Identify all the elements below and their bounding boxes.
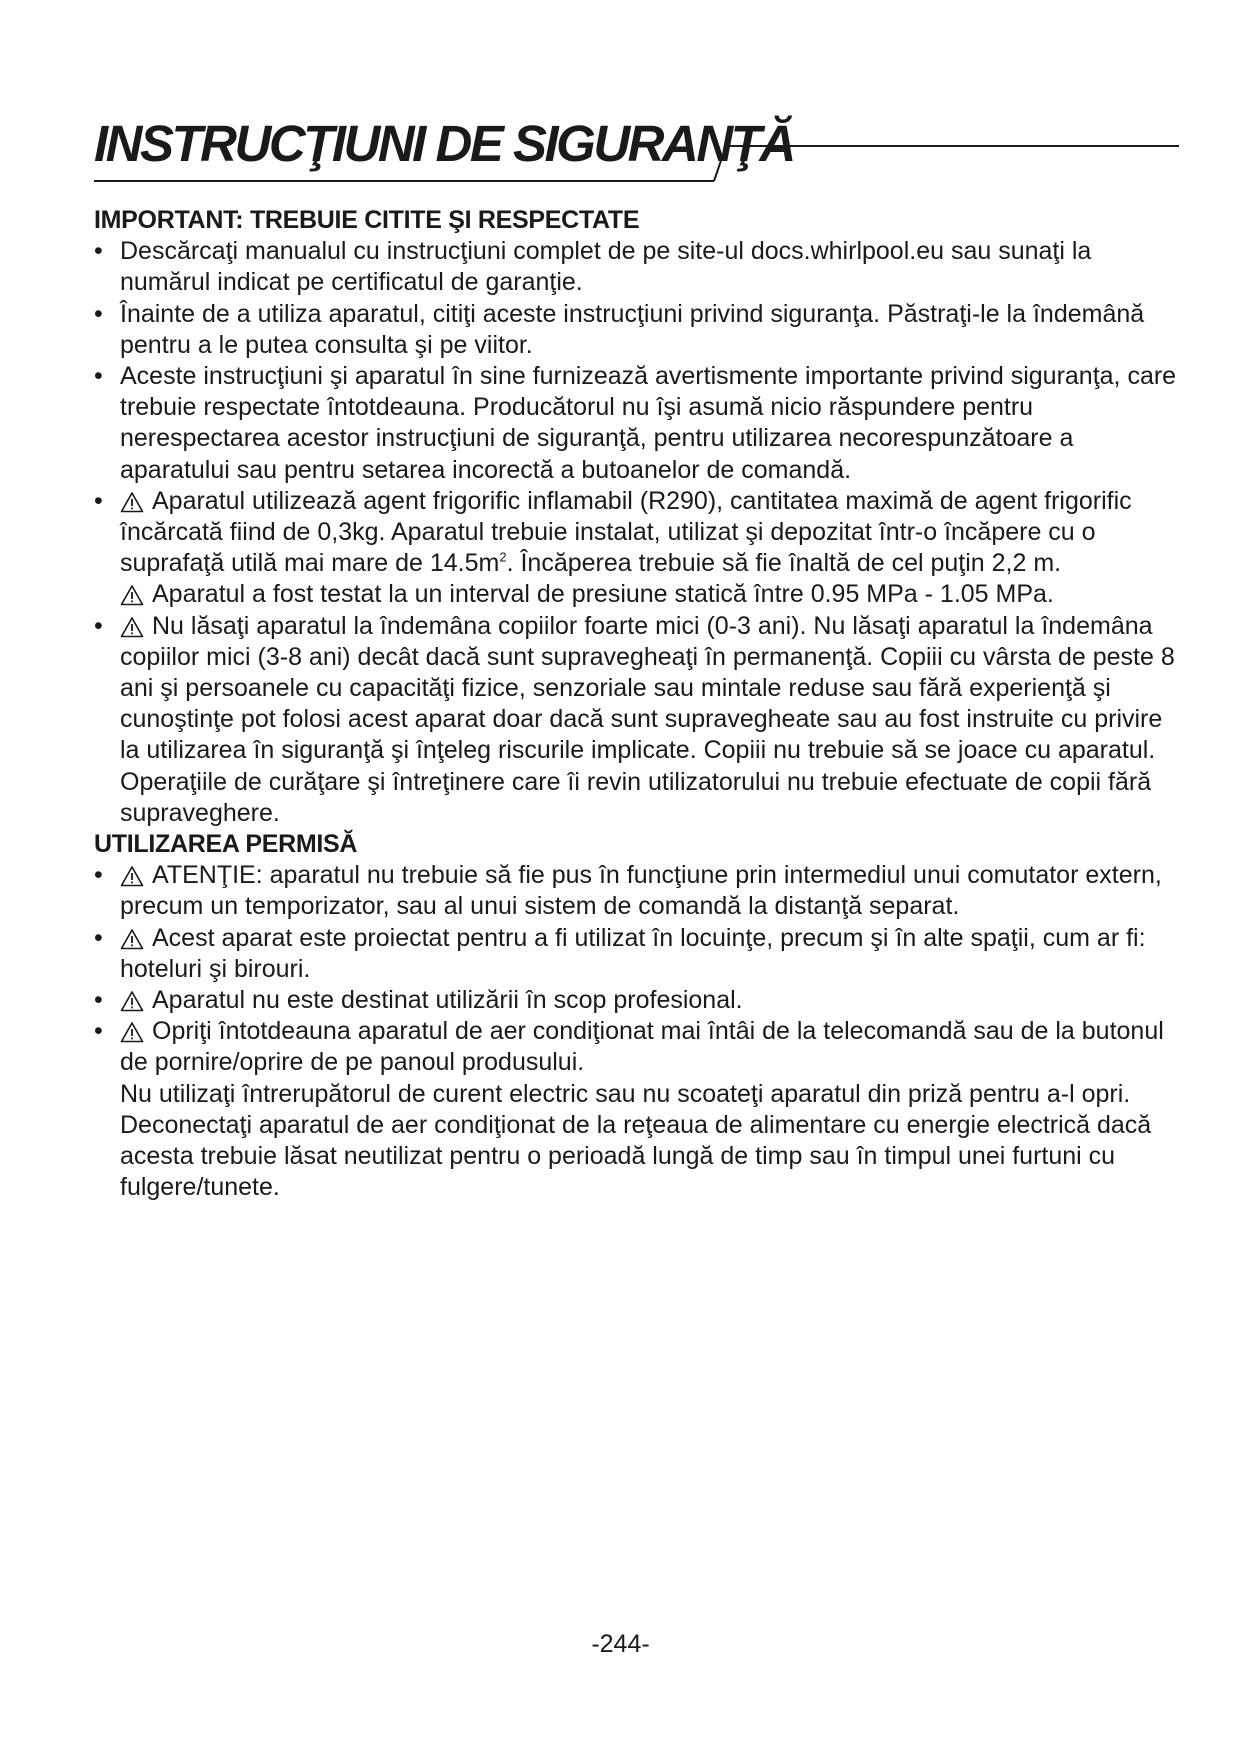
list-item xyxy=(94,1016,1184,1078)
warning-icon xyxy=(120,990,144,1012)
warning-icon xyxy=(120,616,144,638)
warning-note-text: Aparatul a fost testat la un interval de presiune statică între 0.95 MPa - 1.05 MPa. xyxy=(152,580,1054,609)
list-item xyxy=(94,486,1184,580)
section-heading-important: IMPORTANT: TREBUIE CITITE ŞI RESPECTATE xyxy=(94,206,640,234)
list-item-text: Aceste instrucţiuni şi aparatul în sine furnizează avertismente importante privind siguranţa, care trebuie respectate întotdeauna. Producătorul nu îşi asumă nicio răspundere pentru nerespectarea acestor instrucţiuni de siguranţă, pentru utilizarea necorespunzătoare a aparatului sau pentru setarea incorectă a butoanelor de comandă. xyxy=(120,362,1177,484)
list-item-text: ATENŢIE: aparatul nu trebuie să fie pus în funcţiune prin intermediul unui comutator extern, precum un temporizator, sau al unui sistem de comandă la distanţă separat. xyxy=(120,861,1162,921)
bullet: • xyxy=(94,923,103,952)
warning-icon xyxy=(120,491,144,513)
bullet: • xyxy=(94,1017,103,1046)
bullet: • xyxy=(94,237,103,266)
bullet: • xyxy=(94,861,103,890)
bullet: • xyxy=(94,486,103,515)
list-item xyxy=(94,361,1184,486)
document-body xyxy=(94,205,1184,1204)
list-item xyxy=(94,860,1184,922)
list-item-text: Înainte de a utiliza aparatul, citiţi aceste instrucţiuni privind siguranţa. Păstraţi-le la îndemână pentru a le putea consulta şi pe viitor. xyxy=(120,299,1145,359)
bullet: • xyxy=(94,611,103,640)
list-item-text: Descărcaţi manualul cu instrucţiuni complet de pe site-ul docs.whirlpool.eu sau sunaţi la numărul indicat pe certificatul de garanţie. xyxy=(120,237,1092,297)
continuation-paragraph: Nu utilizaţi întrerupătorul de curent electric sau nu scoateţi aparatul din priză pentru a-l opri. Deconectaţi aparatul de aer condiţionat de la reţeaua de alimentare cu energie electrică dacă acesta trebuie lăsat neutilizat pentru o perioadă lungă de timp sau în timpul unei furtuni cu fulgere/tunete. xyxy=(120,1079,1152,1202)
list-item-text: Nu lăsaţi aparatul la îndemâna copiilor foarte mici (0-3 ani). Nu lăsaţi aparatul la îndemâna copiilor mici (3-8 ani) decât dacă sunt supravegheaţi în permanenţă. Copiii cu vârsta de peste 8 ani şi persoanele cu capacităţi fizice, senzoriale sau mintale reduse sau fără experienţă şi cunoştinţe pot folosi acest aparat doar dacă sunt supravegheate sau au fost instruite cu privire la utilizarea în siguranţă şi înţeleg riscurile implicate. Copiii nu trebuie să se joace cu aparatul. Operaţiile de curăţare şi întreţinere care îi revin utilizatorului nu trebuie efectuate de copii fără supraveghere. xyxy=(120,611,1175,827)
page-number: -244- xyxy=(591,1630,650,1658)
warning-icon xyxy=(120,928,144,950)
list-item xyxy=(94,985,1184,1016)
warning-icon xyxy=(120,584,144,606)
warning-note xyxy=(94,579,1184,610)
page-title: INSTRUCŢIUNI DE SIGURANŢĂ xyxy=(94,115,794,172)
warning-icon xyxy=(120,865,144,887)
bullet: • xyxy=(94,986,103,1015)
list-item-text: Aparatul nu este destinat utilizării în scop profesional. xyxy=(152,986,743,1015)
bullet: • xyxy=(94,362,103,391)
list-item xyxy=(94,611,1184,829)
list-item-text-end: . Încăperea trebuie să fie înaltă de cel puţin 2,2 m. xyxy=(506,549,1062,578)
section-heading-permitted-use: UTILIZAREA PERMISĂ xyxy=(94,830,358,859)
superscript: 2 xyxy=(499,549,507,565)
list-item-text: Acest aparat este proiectat pentru a fi utilizat în locuinţe, precum şi în alte spaţii, cum ar fi: hoteluri şi birouri. xyxy=(120,923,1146,983)
bullet: • xyxy=(94,299,103,328)
title-area xyxy=(94,115,1179,208)
list-item-text: Opriţi întotdeauna aparatul de aer condiţionat mai întâi de la telecomandă sau de la butonul de pornire/oprire de pe panoul produsului. xyxy=(120,1017,1164,1077)
warning-icon xyxy=(120,1021,144,1043)
list-item xyxy=(94,923,1184,985)
list-item xyxy=(94,299,1184,361)
list-item-text: Aparatul utilizează agent frigorific inflamabil (R290), cantitatea maximă de agent frigorific încărcată fiind de 0,3kg. Aparatul trebuie instalat, utilizat şi depozitat într-o încăpere cu o suprafaţă utilă mai mare de 14.5m xyxy=(120,486,1132,578)
list-item xyxy=(94,236,1184,298)
